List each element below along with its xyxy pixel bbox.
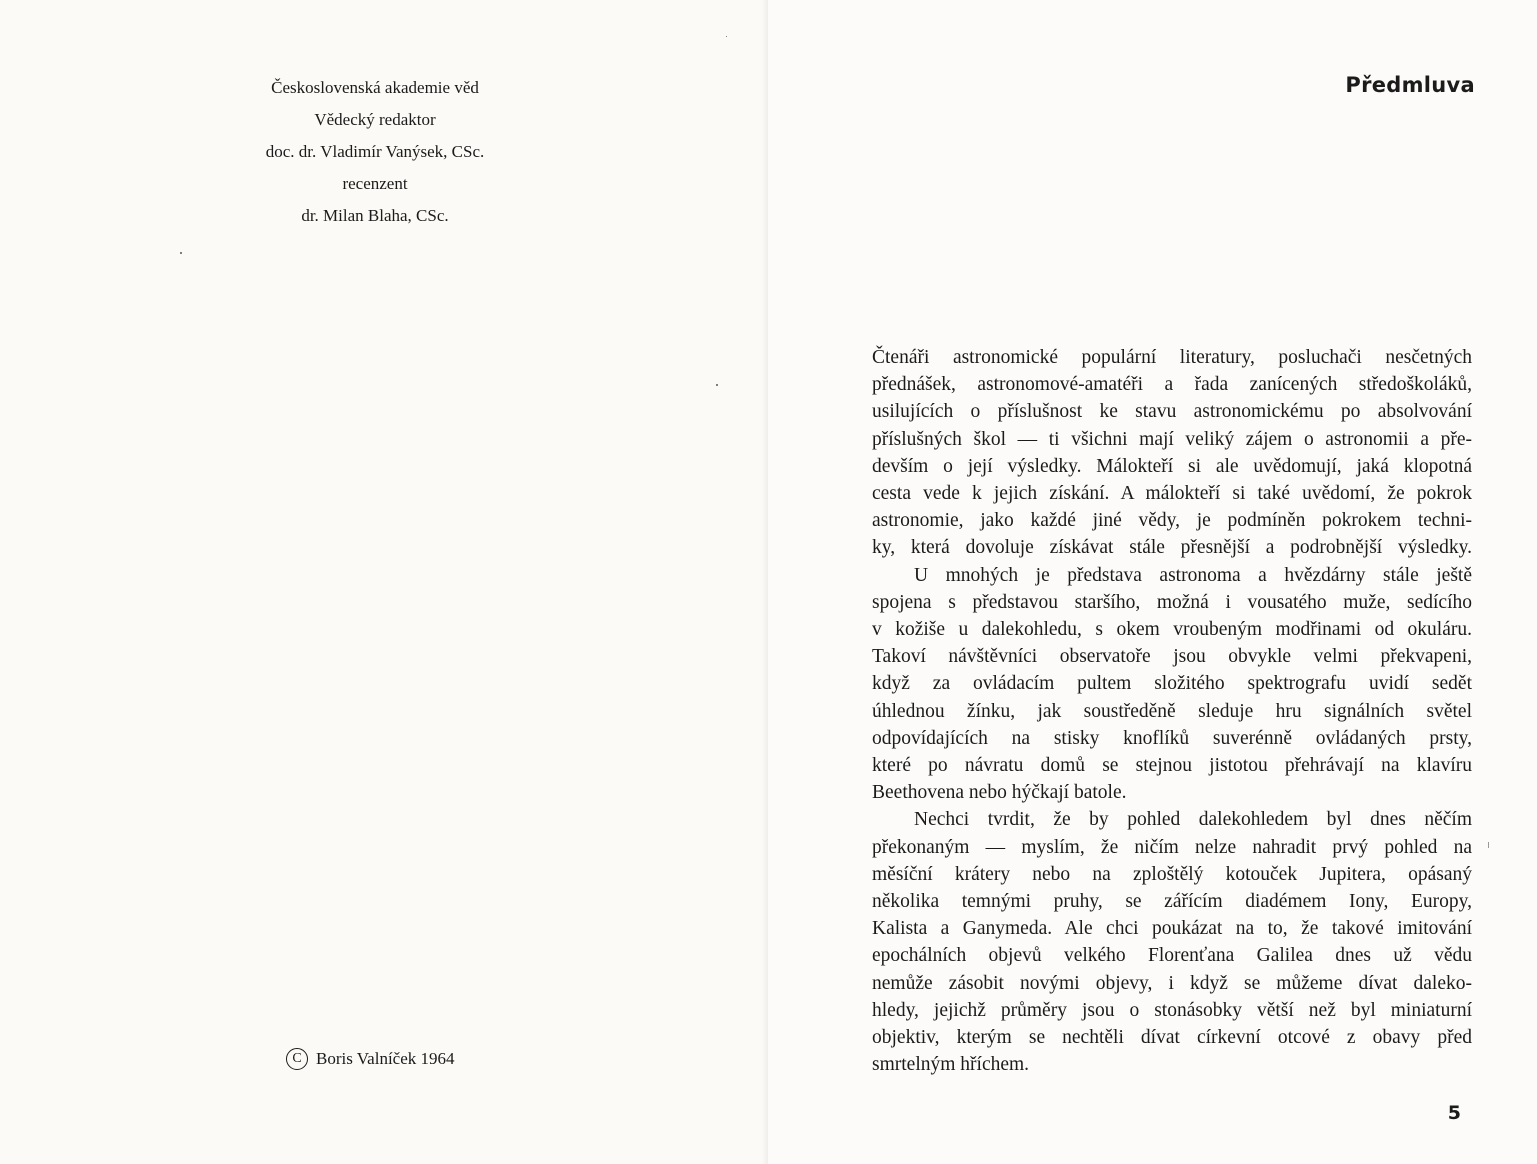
text-line: objektiv, kterým se nechtěli dívat církevní otcové z obavy před bbox=[872, 1027, 1472, 1049]
text-line: úhlednou žínku, jak soustředěně sleduje hru signálních světel bbox=[872, 700, 1472, 722]
imprint-line: Vědecký redaktor bbox=[314, 110, 436, 129]
text-line: Kalista a Ganymeda. Ale chci poukázat na to, že takové imitování bbox=[872, 918, 1472, 940]
text-line: které po návratu domů se stejnou jistotou přehrávají na klavíru bbox=[872, 755, 1472, 777]
text-line: astronomie, jako každé jiné vědy, je podmíněn pokrokem techni- bbox=[872, 510, 1472, 532]
text-line: spojena s představou staršího, možná i vousatého muže, sedícího bbox=[872, 591, 1472, 613]
text-line: Beethovena nebo hýčkají batole. bbox=[872, 782, 1127, 804]
text-line: několika temnými pruhy, se zářícím diadémem Iony, Europy, bbox=[872, 891, 1472, 913]
text-line: Čtenáři astronomické populární literatury, posluchači nesčetných bbox=[872, 347, 1472, 368]
text-line: hledy, jejichž průměry jsou o stonásobky větší než byl miniaturní bbox=[872, 999, 1472, 1021]
text-line: usilujících o příslušnost ke stavu astronomickému po absolvování bbox=[872, 401, 1472, 423]
paper-speck bbox=[180, 252, 182, 254]
right-page bbox=[768, 0, 1537, 1164]
text-line: smrtelným hříchem. bbox=[872, 1054, 1030, 1076]
text-line: epochálních objevů velkého Florenťana Galilea dnes už vědu bbox=[872, 945, 1472, 967]
text-line: přednášek, astronomové-amatéři a řada zanícených středoškoláků, bbox=[872, 374, 1472, 396]
text-line: nemůže zásobit novými objevy, i když se můžeme dívat daleko- bbox=[872, 972, 1472, 994]
copyright-text: Boris Valníček 1964 bbox=[316, 1049, 455, 1068]
text-line: v kožiše u dalekohledu, s okem vroubeným modřinami od okuláru. bbox=[872, 619, 1472, 641]
text-line: odpovídajících na stisky knoflíků suverénně ovládaných prsty, bbox=[872, 727, 1472, 749]
text-line: příslušných škol — ti všichni mají veliký zájem o astronomii a pře- bbox=[872, 428, 1472, 450]
paper-speck bbox=[1488, 842, 1489, 848]
copyright-notice bbox=[286, 1048, 455, 1070]
text-line: U mnohých je představa astronoma a hvězdárny stále ještě bbox=[914, 564, 1472, 586]
left-page bbox=[0, 0, 768, 1164]
imprint-line: doc. dr. Vladimír Vanýsek, CSc. bbox=[265, 142, 485, 161]
text-line: měsíční krátery nebo na zploštělý kotouček Jupitera, opásaný bbox=[872, 863, 1472, 885]
text-line: když za ovládacím pultem složitého spektrografu uvidí sedět bbox=[872, 673, 1472, 695]
text-line: Nechci tvrdit, že by pohled dalekohledem byl dnes něčím bbox=[914, 809, 1472, 831]
page-number: 5 bbox=[1447, 1102, 1461, 1124]
copyright-icon: C bbox=[286, 1048, 308, 1070]
imprint-line: recenzent bbox=[342, 174, 408, 193]
imprint-line: Československá akademie věd bbox=[271, 78, 479, 97]
chapter-heading: Předmluva bbox=[1345, 73, 1475, 97]
imprint-line: dr. Milan Blaha, CSc. bbox=[301, 206, 449, 225]
text-line: cesta vede k jejich získání. A málokteří si také uvědomí, že pokrok bbox=[872, 483, 1472, 505]
paper-speck bbox=[716, 384, 718, 386]
text-line: ky, která dovoluje získávat stále přesnější a podrobnější výsledky. bbox=[872, 537, 1472, 559]
text-line: překonaným — myslím, že ničím nelze nahradit prvý pohled na bbox=[872, 836, 1472, 858]
text-line: Takoví návštěvníci observatoře jsou obvykle velmi překvapeni, bbox=[872, 646, 1472, 668]
preface-text bbox=[872, 344, 1472, 1078]
text-line: devším o její výsledky. Málokteří si ale uvědomují, jaká klopotná bbox=[872, 455, 1472, 477]
imprint-block bbox=[160, 72, 590, 232]
paper-speck bbox=[726, 36, 727, 37]
